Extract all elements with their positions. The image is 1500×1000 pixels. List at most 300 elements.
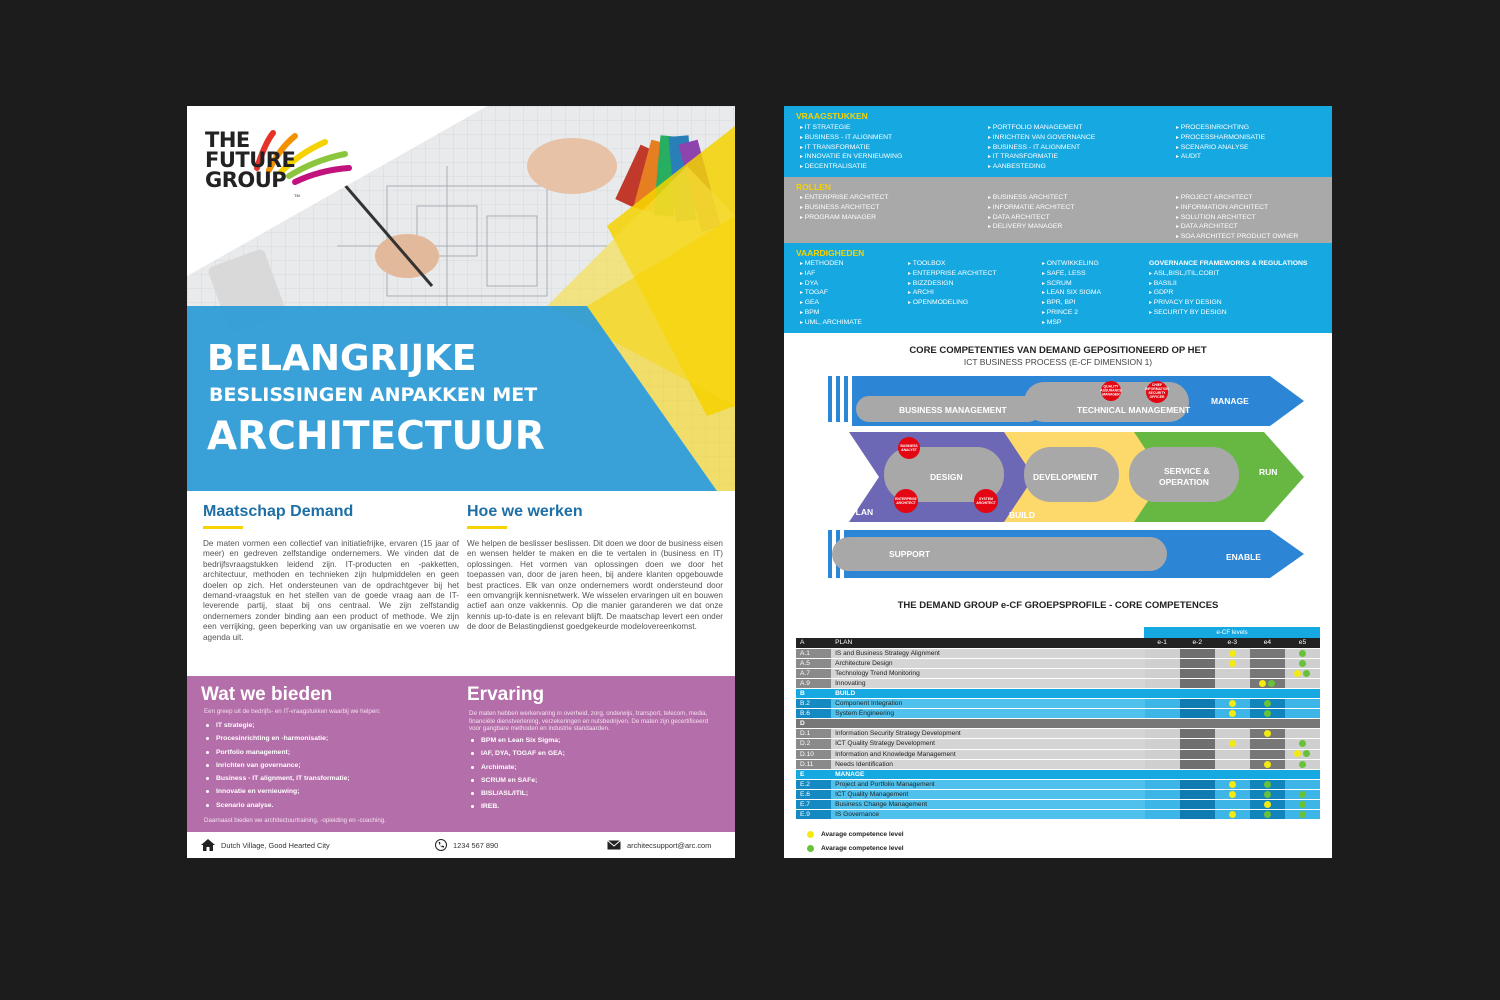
level-cell (1250, 779, 1285, 789)
header-level: e5 (1285, 638, 1320, 648)
list-item: Procesinrichting en -harmonisatie; (206, 735, 350, 748)
level-cell (1145, 739, 1180, 749)
level-cell (1145, 699, 1180, 709)
home-icon (201, 839, 215, 851)
row-code: D (796, 719, 831, 729)
yellow-dot-icon (1229, 700, 1236, 707)
offer-experience-panel (187, 676, 735, 832)
svg-text:ASSURANCE: ASSURANCE (1100, 388, 1122, 393)
core-title: CORE COMPETENTIES VAN DEMAND GEPOSITIONEERD OP HET (909, 345, 1207, 356)
bieden-intro: Een greep uit de bedrijfs- en IT-vraagstukken waarbij we helpen: (204, 708, 381, 715)
legend (806, 827, 904, 855)
row-code: E.9 (796, 810, 831, 820)
level-cell (1285, 789, 1320, 799)
list-item: ▸ IT STRATEGIE (800, 124, 902, 134)
green-dot-icon (1299, 740, 1306, 747)
werken-heading: Hoe we werken (467, 503, 583, 520)
level-cell (1145, 678, 1180, 688)
table-row (796, 739, 1320, 749)
yellow-dot-icon (1229, 811, 1236, 818)
level-cell (1215, 688, 1250, 698)
list-item: IT strategie; (206, 722, 350, 735)
hand-photo (527, 138, 617, 194)
row-code: D.1 (796, 729, 831, 739)
level-cell (1180, 699, 1215, 709)
list-item: Inrichten van governance; (206, 762, 350, 775)
table-row (796, 709, 1320, 719)
footer-address: Dutch Village, Good Hearted City (221, 840, 330, 850)
list-item: ▸ PORTFOLIO MANAGEMENT (988, 124, 1095, 134)
row-code: A.7 (796, 668, 831, 678)
logo-line-group: GROUP (205, 168, 287, 192)
svg-text:SECURITY: SECURITY (1148, 391, 1166, 395)
level-cell (1215, 769, 1250, 779)
level-cell (1180, 789, 1215, 799)
list-item: ▸ SCRUM (1042, 280, 1101, 290)
level-cell (1215, 668, 1250, 678)
row-code: E.6 (796, 789, 831, 799)
legend-green: Avarage competence level (821, 844, 904, 852)
core-subtitle: ICT BUSINESS PROCESS (E-CF DIMENSION 1) (963, 357, 1153, 367)
level-cell (1250, 719, 1285, 729)
level-cell (1215, 678, 1250, 688)
header-level: e4 (1250, 638, 1285, 648)
header-name: PLAN (831, 638, 1145, 648)
level-cell (1285, 749, 1320, 759)
row-name: Business Change Management (831, 800, 1145, 810)
build-label: BUILD (1009, 510, 1035, 520)
level-cell (1285, 719, 1320, 729)
rollen-band (784, 177, 1332, 243)
row-name: Information and Knowledge Management (831, 749, 1145, 759)
level-cell (1180, 709, 1215, 719)
row-code: A.1 (796, 648, 831, 658)
level-cell (1215, 729, 1250, 739)
yellow-dot-icon (1264, 761, 1271, 768)
list-item: ▸ BUSINESS ARCHITECT (988, 194, 1075, 204)
table-title: THE DEMAND GROUP e-CF GROEPSPROFILE - CORE COMPETENCES (897, 600, 1219, 611)
footer-phone: 1234 567 890 (453, 840, 499, 850)
list-item: ▸ PRINCE 2 (1042, 309, 1101, 319)
level-cell (1250, 769, 1285, 779)
ervaring-list (471, 737, 565, 817)
yellow-dot-icon (1294, 670, 1301, 677)
level-cell (1215, 739, 1250, 749)
level-cell (1145, 759, 1180, 769)
svg-text:CHIEF: CHIEF (1151, 383, 1163, 387)
list-item: Business - IT alignment, IT transformatie; (206, 775, 350, 788)
support-label: SUPPORT (889, 549, 931, 559)
rollen-heading: ROLLEN (796, 182, 831, 192)
level-cell (1285, 759, 1320, 769)
enable-label: ENABLE (1226, 552, 1261, 562)
row-name: Information Security Strategy Development (831, 729, 1145, 739)
list-item: ▸ UML, ARCHIMATE (800, 319, 862, 329)
list-item: ▸ ENTERPRISE ARCHITECT (908, 270, 997, 280)
ict-process-diagram (824, 372, 1314, 582)
level-cell (1180, 739, 1215, 749)
list-item: ▸ PROCESSHARMONISATIE (1176, 134, 1265, 144)
green-dot-icon (1299, 791, 1306, 798)
list-item: ▸ GDPR (1149, 289, 1307, 299)
green-dot-icon (1299, 801, 1306, 808)
level-cell (1215, 800, 1250, 810)
level-cell (1250, 739, 1285, 749)
level-cell (1250, 699, 1285, 709)
row-name: IS and Business Strategy Alignment (831, 648, 1145, 658)
plan-label: PLAN (850, 507, 874, 517)
bieden-heading: Wat we bieden (201, 684, 333, 705)
logo-trademark: TM (294, 193, 300, 198)
level-cell (1180, 779, 1215, 789)
list-item: IAF, DYA, TOGAF en GEA; (471, 750, 565, 763)
level-cell (1285, 769, 1320, 779)
support-pill (832, 537, 1167, 571)
list-item: ▸ INFORMATION ARCHITECT (1176, 204, 1298, 214)
list-item: ▸ BUSINESS ARCHITECT (800, 204, 889, 214)
business-management-label: BUSINESS MANAGEMENT (899, 405, 1007, 415)
vraagstukken-band (784, 106, 1332, 177)
list-item: ▸ DATA ARCHITECT (988, 214, 1075, 224)
level-cell (1180, 769, 1215, 779)
level-cell (1215, 759, 1250, 769)
list-item: ▸ ASL,BISL,ITIL,COBIT (1149, 270, 1307, 280)
service-label: SERVICE & (1164, 466, 1210, 476)
level-cell (1285, 678, 1320, 688)
table-row (796, 779, 1320, 789)
contact-footer (187, 832, 735, 858)
level-cell (1250, 658, 1285, 668)
yellow-dot-icon (1229, 791, 1236, 798)
svg-text:QUALITY: QUALITY (1103, 384, 1119, 389)
level-cell (1250, 668, 1285, 678)
row-name (831, 719, 1145, 729)
hero-title-line2: BESLISSINGEN ANPAKKEN MET (209, 384, 538, 406)
heading-underline (467, 526, 507, 529)
logo-line-future: FUTURE (205, 148, 296, 172)
list-item: ▸ AUDIT (1176, 153, 1265, 163)
header-level: e-3 (1215, 638, 1250, 648)
level-cell (1145, 789, 1180, 799)
level-cell (1285, 668, 1320, 678)
list-item: ▸ ENTERPRISE ARCHITECT (800, 194, 889, 204)
yellow-dot-icon (1259, 680, 1266, 687)
row-name: IS Governance (831, 810, 1145, 820)
level-cell (1180, 688, 1215, 698)
list-item: ▸ PRIVACY BY DESIGN (1149, 299, 1307, 309)
level-cell (1215, 719, 1250, 729)
level-cell (1285, 688, 1320, 698)
list-item: ▸ IT TRANSFORMATIE (988, 153, 1095, 163)
level-cell (1180, 800, 1215, 810)
design-label: DESIGN (930, 472, 963, 482)
level-cell (1285, 658, 1320, 668)
logo-line-the: THE (205, 128, 250, 152)
table-row (796, 769, 1320, 779)
level-cell (1285, 779, 1320, 789)
list-item: ▸ BASILII (1149, 280, 1307, 290)
hero-title-line3: ARCHITECTUUR (207, 414, 545, 459)
level-cell (1250, 688, 1285, 698)
list-item: SCRUM en SAFe; (471, 777, 565, 790)
footer-email: architecsupport@arc.com (627, 840, 712, 850)
list-item: ▸ LEAN SIX SIGMA (1042, 289, 1101, 299)
green-dot-icon (1264, 781, 1271, 788)
maatschap-body: De maten vormen een collectief van initiatiefrijke, ervaren (15 jaar of meer) en gedreven zelfstandige ondernemers. We vinden dat de bedrijfsvraagstukken leidend zijn. IT-producten en -pakketten, architectuur, methoden en technieken zijn hulpmiddelen en geen doelen op zich. Het ondersteunen van de opdrachtgever bij het demand-vraagstuk en het stellen van de goede vraag aan de IT-leverende partij, staat bij ons centraal. We zijn zelfstandig ondernemers zonder binding aan een product of methode. We zijn een verrijking, geen beperking van uw organisatie en we voeren uw agenda uit. (203, 539, 459, 642)
level-cell (1180, 648, 1215, 658)
level-cell (1285, 739, 1320, 749)
level-cell (1145, 719, 1180, 729)
mail-icon (607, 840, 621, 850)
green-dot-icon (1264, 700, 1271, 707)
list-item: ▸ AANBESTEDING (988, 163, 1095, 173)
level-cell (1145, 729, 1180, 739)
ecf-table (796, 638, 1320, 820)
row-name: ICT Quality Management (831, 789, 1145, 799)
bieden-list (206, 722, 350, 815)
list-item: ▸ ONTWIKKELING (1042, 260, 1101, 270)
header-code: A (796, 638, 831, 648)
werken-body: We helpen de beslisser beslissen. Dit doen we door de business eisen en wensen helder te maken en die te vertalen in (business en IT) oplossingen. Het vormen van oplossingen doen we door het toepassen van, door de jaren heen, bij andere klanten opgebouwde best practices. Elk van onze ondernemers wordt ondersteund door een omvangrijk kennisnetwerk. We wisselen ervaringen uit en bouwen actief aan onze vakkennis. Op die manier garanderen we dat onze kennis up-to-date is en relevant blijft. De maatschap levert een onder de door de Belastingdienst goedgekeurde modelovereenkomst. (467, 539, 723, 632)
row-name: BUILD (831, 688, 1145, 698)
table-row (796, 729, 1320, 739)
list-item: ▸ SOA ARCHITECT PRODUCT OWNER (1176, 233, 1298, 243)
level-cell (1180, 658, 1215, 668)
row-code: D.10 (796, 749, 831, 759)
hero-title-line1: BELANGRIJKE (207, 338, 477, 379)
svg-text:ANALYST: ANALYST (901, 448, 917, 452)
table-row (796, 719, 1320, 729)
manage-label: MANAGE (1211, 396, 1249, 406)
svg-text:OFFICER: OFFICER (1149, 395, 1165, 399)
maatschap-heading: Maatschap Demand (203, 503, 354, 520)
list-item: ▸ IT TRANSFORMATIE (800, 144, 902, 154)
list-item: Portfolio management; (206, 749, 350, 762)
list-item: IREB. (471, 803, 565, 816)
row-name: Project and Portfolio Management (831, 779, 1145, 789)
maatschap-section (203, 503, 459, 643)
row-code: E.7 (796, 800, 831, 810)
yellow-dot-icon (1264, 730, 1271, 737)
list-item: ▸ BIZZDESIGN (908, 280, 997, 290)
list-item: ▸ IAF (800, 270, 862, 280)
list-item: ▸ PROGRAM MANAGER (800, 214, 889, 224)
level-cell (1145, 668, 1180, 678)
level-cell (1145, 810, 1180, 820)
level-cell (1215, 699, 1250, 709)
yellow-dot-icon (1264, 801, 1271, 808)
heading-underline (203, 526, 243, 529)
level-cell (1215, 648, 1250, 658)
row-code: E.2 (796, 779, 831, 789)
svg-text:ARCHITECT: ARCHITECT (896, 501, 916, 505)
list-item: ▸ BUSINESS - IT ALIGNMENT (988, 144, 1095, 154)
svg-text:MANAGER: MANAGER (1102, 392, 1120, 397)
level-cell (1215, 810, 1250, 820)
list-item: ▸ SAFE, LESS (1042, 270, 1101, 280)
yellow-dot-icon (1229, 710, 1236, 717)
row-name: MANAGE (831, 769, 1145, 779)
yellow-dot-icon (1229, 740, 1236, 747)
row-code: E (796, 769, 831, 779)
level-cell (1145, 709, 1180, 719)
row-code: D.2 (796, 739, 831, 749)
list-item: ▸ BPM (800, 309, 862, 319)
green-dot-icon (1299, 650, 1306, 657)
ervaring-heading: Ervaring (467, 684, 545, 705)
row-name: System Engineering (831, 709, 1145, 719)
level-cell (1145, 658, 1180, 668)
yellow-dot-icon (1229, 660, 1236, 667)
green-dot-icon (1264, 811, 1271, 818)
legend-yellow: Avarage competence level (821, 830, 904, 838)
row-code: B (796, 688, 831, 698)
table-row (796, 810, 1320, 820)
level-cell (1250, 729, 1285, 739)
table-row (796, 749, 1320, 759)
svg-text:BUSINESS: BUSINESS (900, 444, 918, 448)
level-cell (1145, 800, 1180, 810)
row-code: B.6 (796, 709, 831, 719)
level-cell (1145, 769, 1180, 779)
level-cell (1215, 658, 1250, 668)
vaardigheden-heading: VAARDIGHEDEN (796, 248, 865, 258)
row-name: Architecture Design (831, 658, 1145, 668)
row-code: B.2 (796, 699, 831, 709)
ecf-table-body (796, 648, 1320, 820)
yellow-dot-icon (807, 831, 814, 838)
table-row (796, 759, 1320, 769)
vaardigheden-band (784, 243, 1332, 333)
list-item: ▸ PROJECT ARCHITECT (1176, 194, 1298, 204)
right-flyer-page (784, 106, 1332, 858)
svg-text:ARCHITECT: ARCHITECT (976, 501, 996, 505)
list-item: ▸ DELIVERY MANAGER (988, 223, 1075, 233)
level-cell (1285, 648, 1320, 658)
level-cell (1215, 709, 1250, 719)
level-cell (1145, 749, 1180, 759)
green-dot-icon (1303, 750, 1310, 757)
level-cell (1285, 729, 1320, 739)
list-item: ▸ GEA (800, 299, 862, 309)
level-cell (1180, 749, 1215, 759)
list-item: ▸ DECENTRALISATIE (800, 163, 902, 173)
yellow-dot-icon (1229, 781, 1236, 788)
development-label: DEVELOPMENT (1033, 472, 1098, 482)
green-dot-icon (1264, 710, 1271, 717)
list-item: ▸ INRICHTEN VAN GOVERNANCE (988, 134, 1095, 144)
level-cell (1285, 800, 1320, 810)
list-item: ▸ ARCHI (908, 289, 997, 299)
table-row (796, 800, 1320, 810)
bieden-outro: Daarnaast bieden we architectuurtraining, -opleiding en -coaching. (204, 817, 386, 824)
row-name: Component Integration (831, 699, 1145, 709)
left-flyer-page (187, 106, 735, 858)
green-dot-icon (1303, 670, 1310, 677)
list-item: ▸ DATA ARCHITECT (1176, 223, 1298, 233)
table-row (796, 678, 1320, 688)
svg-text:SYSTEM: SYSTEM (979, 497, 993, 501)
green-dot-icon (1299, 660, 1306, 667)
list-item: ▸ DYA (800, 280, 862, 290)
row-name: Innovating (831, 678, 1145, 688)
green-dot-icon (1299, 761, 1306, 768)
level-cell (1180, 719, 1215, 729)
level-cell (1180, 759, 1215, 769)
table-row (796, 648, 1320, 658)
ervaring-intro: De maten hebben werkervaring in overheid, zorg, onderwijs, transport, telecom, media, financiële dienstverlening, verzekeringen en nutsbedrijven. De maten zijn gecertificeerd voor gangbare methoden en industrie standaarden. (469, 710, 709, 732)
level-cell (1250, 759, 1285, 769)
list-item: ▸ BUSINESS - IT ALIGNMENT (800, 134, 902, 144)
level-cell (1250, 648, 1285, 658)
list-item: ▸ METHODEN (800, 260, 862, 270)
row-code: D.11 (796, 759, 831, 769)
list-item: Scenario analyse. (206, 802, 350, 815)
run-label: RUN (1259, 467, 1278, 477)
level-cell (1285, 810, 1320, 820)
row-code: A.5 (796, 658, 831, 668)
level-cell (1180, 810, 1215, 820)
werken-section (467, 503, 723, 633)
level-cell (1215, 789, 1250, 799)
row-name: ICT Quality Strategy Development (831, 739, 1145, 749)
list-item: ▸ OPENMODELING (908, 299, 997, 309)
level-cell (1285, 699, 1320, 709)
header-level: e-1 (1145, 638, 1180, 648)
level-cell (1250, 749, 1285, 759)
list-item: ▸ SCENARIO ANALYSE (1176, 144, 1265, 154)
level-cell (1180, 678, 1215, 688)
green-dot-icon (807, 845, 814, 852)
table-header-row (796, 638, 1320, 648)
list-item: ▸ INFORMATIE ARCHITECT (988, 204, 1075, 214)
future-group-logo (205, 128, 345, 208)
table-row (796, 668, 1320, 678)
header-level: e-2 (1180, 638, 1215, 648)
governance-heading: GOVERNANCE FRAMEWORKS & REGULATIONS (1149, 260, 1308, 267)
level-cell (1285, 709, 1320, 719)
level-cell (1250, 709, 1285, 719)
level-cell (1180, 668, 1215, 678)
table-row (796, 699, 1320, 709)
green-dot-icon (1299, 811, 1306, 818)
level-cell (1250, 800, 1285, 810)
list-item: BPM en Lean Six Sigma; (471, 737, 565, 750)
yellow-dot-icon (1229, 650, 1236, 657)
list-item: ▸ SECURITY BY DESIGN (1149, 309, 1307, 319)
level-cell (1250, 678, 1285, 688)
row-code: A.9 (796, 678, 831, 688)
technical-management-label: TECHNICAL MANAGEMENT (1077, 405, 1191, 415)
level-cell (1145, 648, 1180, 658)
phone-icon (435, 839, 447, 851)
row-name: Technology Trend Monitoring (831, 668, 1145, 678)
yellow-dot-icon (1294, 750, 1301, 757)
green-dot-icon (1268, 680, 1275, 687)
level-cell (1215, 779, 1250, 789)
list-item: BISL/ASL/ITIL; (471, 790, 565, 803)
vraagstukken-heading: VRAAGSTUKKEN (796, 111, 868, 121)
list-item: ▸ TOOLBOX (908, 260, 997, 270)
level-cell (1145, 779, 1180, 789)
list-item: ▸ BPR, BPI (1042, 299, 1101, 309)
level-cell (1145, 688, 1180, 698)
green-dot-icon (1264, 791, 1271, 798)
svg-text:ENTERPRISE: ENTERPRISE (895, 497, 917, 501)
ecf-levels-header: e-CF levels (1144, 627, 1320, 638)
list-item: ▸ TOGAF (800, 289, 862, 299)
table-row (796, 789, 1320, 799)
